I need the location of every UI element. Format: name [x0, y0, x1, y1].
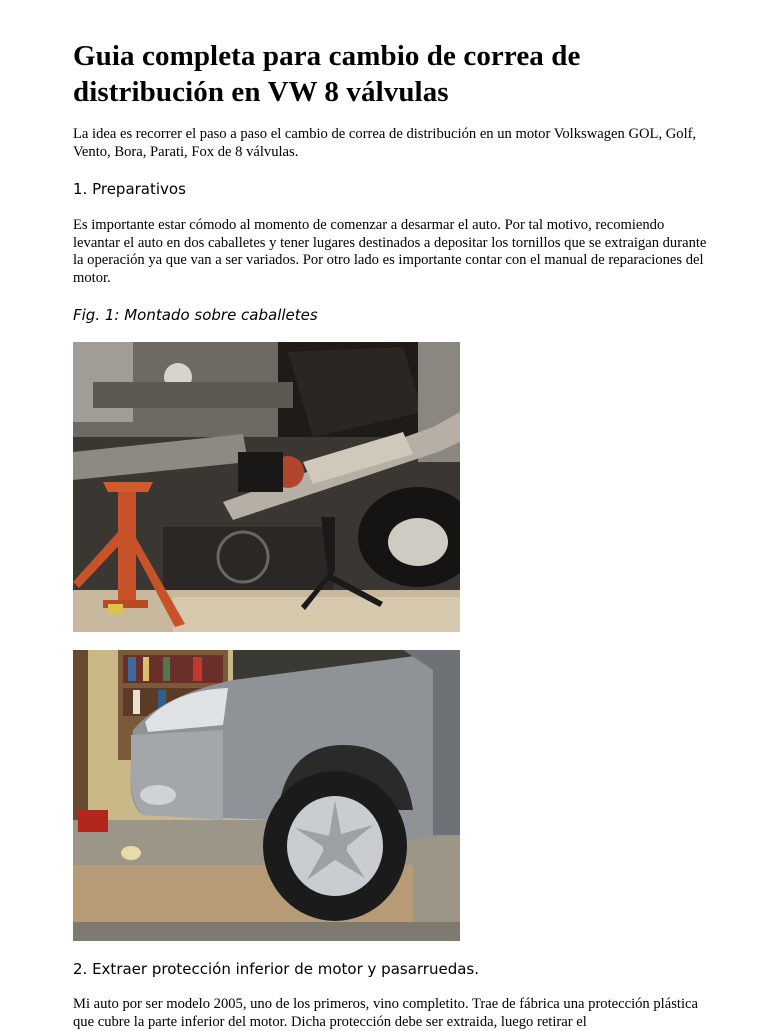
section-2-paragraph: Mi auto por ser modelo 2005, uno de los primeros, vino completito. Trae de fábrica una protección plástica que cubre la parte inferior del motor. Dicha protección debe ser extraida, luego retirar el	[73, 996, 698, 1030]
photo-car-raised	[73, 650, 460, 941]
photo-car-underside	[73, 342, 460, 632]
section-heading-2: 2. Extraer protección inferior de motor y pasarruedas.	[73, 960, 479, 978]
page-title: Guia completa para cambio de correa de distribución en VW 8 válvulas	[73, 40, 581, 108]
intro-paragraph: La idea es recorrer el paso a paso el cambio de correa de distribución en un motor Volkswagen GOL, Golf, Vento, Bora, Parati, Fox de 8 válvulas.	[73, 126, 697, 160]
section-heading-1: 1. Preparativos	[73, 180, 186, 198]
figure-caption: Fig. 1: Montado sobre caballetes	[73, 306, 318, 324]
section-1-paragraph: Es importante estar cómodo al momento de comenzar a desarmar el auto. Por tal motivo, recomiendo levantar el auto en dos caballetes y tener lugares destinados a depositar los tornillos que se extraigan durante la operación ya que van a ser variados. Por otro lado es importante contar con el manual de reparaciones del motor.	[73, 217, 707, 286]
